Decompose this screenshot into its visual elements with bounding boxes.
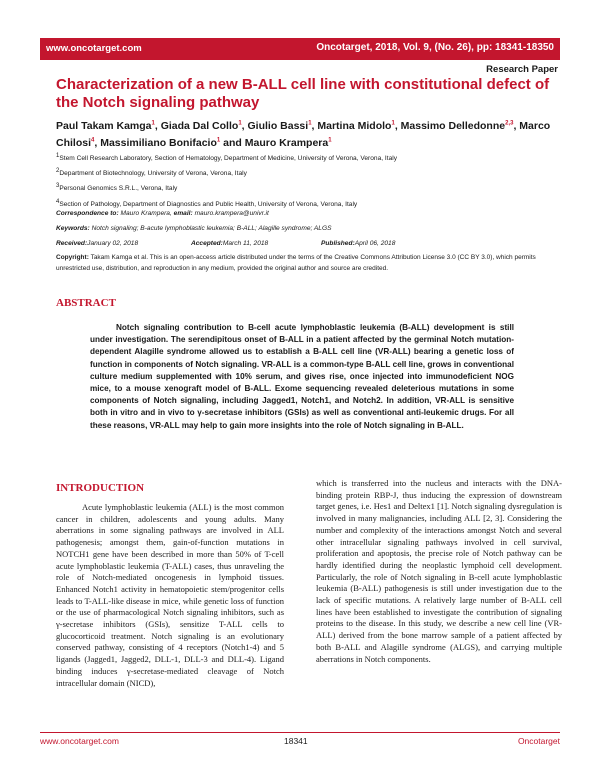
introduction-column-1: Acute lymphoblastic leukemia (ALL) is the most common cancer in children, adolescents and young adults. Many aberrations in some signaling pathways are involved in ALL pathogenesis; amongst them, gain-of-function mutations in NOTCH1 gene have been described in more than 50% of T-cell acute lymphoblastic leukemia (T-ALL) cases, thus unraveling the role of Notch-mediated oncogenesis in lymphoid tissues. Enhanced Notch1 activity in hematopoietic stem/progenitor cells leads to T-ALL-like disease in mice, while genetic loss of function or the use of pharmacological Notch signaling inhibitors, such as γ-secretase inhibitors (GSIs), sensitize T-ALL cells to glucocorticoid treatment. Notch signaling is an evolutionary conserved pathway, consisting of 4 receptors (Notch1-4) and 5 ligands (Jagged1, Jagged2, DLL-1, DLL-3 and DLL-4). Ligand binding induces γ-secretase-mediated cleavage of Notch intracellular domain (NICD),	[56, 502, 284, 688]
copyright-notice: Copyright: Takam Kamga et al. This is an open-access article distributed under the terms of the Creative Commons Attribution License 3.0 (CC BY 3.0), which permits unrestricted use, distribution, and reproduction in any medium, provided the original author and source are credited.	[56, 254, 536, 272]
affiliation: $^1$Stem Cell Research Laboratory, Section of Hematology, Department of Medicine, University of Verona, Verona, Italy	[56, 153, 398, 163]
author-list	[56, 116, 561, 151]
published-date: Published: April 06, 2018	[321, 240, 396, 247]
author: Mauro Krampera$^1$	[244, 137, 332, 149]
journal-site-link[interactable]: www.oncotarget.com	[46, 43, 142, 54]
journal-header-bar	[40, 38, 560, 60]
author: Giulio Bassi$^1$,	[247, 119, 318, 132]
journal-citation: Oncotarget, 2018, Vol. 9, (No. 26), pp: 18341-18350	[316, 42, 554, 53]
correspondence: Correspondence to: Mauro Krampera, email: mauro.krampera@univr.it	[56, 210, 269, 217]
received-date: Received: January 02, 2018	[56, 240, 139, 247]
author: Massimo Delledonne$^{2,3}$,	[400, 119, 520, 132]
affiliation: $^4$Section of Pathology, Department of Diagnostics and Public Health, University of Verona, Verona, Italy	[56, 198, 358, 208]
keywords: Keywords: Notch signaling; B-acute lymphoblastic leukemia; B-ALL; Alagille syndrome; ALGS	[56, 225, 332, 232]
introduction-column-2: which is transferred into the nucleus and interacts with the DNA-binding protein RBP-J, thus inducing the expression of downstream target genes, i.e. Hes1 and Deltex1 [1]. Notch signaling dysregulation is involved in many malignancies, including ALL [2, 3]. Considering the number and complexity of the interactions amongst Notch and several other intracellular signaling pathways involved in cell survival, proliferation and apoptosis, the precise role of Notch pathway can be hardly identified during the neoplastic lymphoid cell development. Particularly, the role of Notch signaling in B-cell acute lymphoblastic leukemia (B-ALL) pathogenesis is still under investigation due to the lack of specific mutations. A relatively large number of B-ALL cell lines have been established to investigate the contribution of signaling proteins to the disease. In this study, we describe a new cell line (VR-ALL) derived from the bone marrow sample of a patient affected by both B-ALL and Alagille syndrome (ALGS), and carrying multiple aberrations in Notch components.	[316, 478, 562, 664]
introduction-heading: INTRODUCTION	[56, 482, 145, 494]
author: Giada Dal Collo$^1$,	[160, 119, 248, 132]
footer-site-link[interactable]: www.oncotarget.com	[40, 736, 119, 746]
author: Martina Midolo$^1$,	[317, 119, 401, 132]
author: Marco Chilosi$^4$,	[56, 119, 551, 149]
author: Massimiliano Bonifacio$^1$ and	[100, 137, 245, 149]
correspondence-email-link[interactable]: mauro.krampera@univr.it	[194, 210, 269, 217]
footer-journal-name: Oncotarget	[517, 736, 560, 746]
affiliation: $^3$Personal Genomics S.R.L., Verona, Italy	[56, 183, 178, 193]
abstract-heading: ABSTRACT	[56, 297, 116, 309]
page-number: 18341	[284, 736, 308, 746]
affiliation: $^2$Department of Biotechnology, University of Verona, Verona, Italy	[56, 168, 247, 178]
affiliation-list	[56, 150, 561, 211]
article-title: Characterization of a new B-ALL cell line with constitutional defect of the Notch signaling pathway	[56, 76, 550, 111]
footer-divider	[40, 732, 560, 733]
abstract-text: Notch signaling contribution to B-cell acute lymphoblastic leukemia (B-ALL) development is still under investigation. The serendipitous onset of B-ALL in a patient affected by the germinal Notch mutation-dependent Alagille syndrome allowed us to establish a B-ALL cell line (VR-ALL) bearing a genetic loss of function in components of Notch signaling. VR-ALL is a common-type B-ALL cell line, grows in conventional culture medium supplemented with 10% serum, and gives rise, once injected into immunodeficient NOG mice, to a mouse xenograft model of B-ALL. Exome sequencing revealed deleterious mutations in some components of Notch signaling, including Jagged1, Notch1, and Notch2. In addition, VR-ALL is sensitive both in vitro and in vivo to γ-secretase inhibitors (GSIs) as well as conventional anti-leukemic drugs. For all these reasons, VR-ALL may help to gain more insights into the role of Notch signaling in B-ALL.	[90, 323, 514, 430]
author: Paul Takam Kamga$^1$,	[56, 119, 161, 132]
accepted-date: Accepted: March 11, 2018	[191, 240, 269, 247]
article-type: Research Paper	[486, 64, 558, 75]
